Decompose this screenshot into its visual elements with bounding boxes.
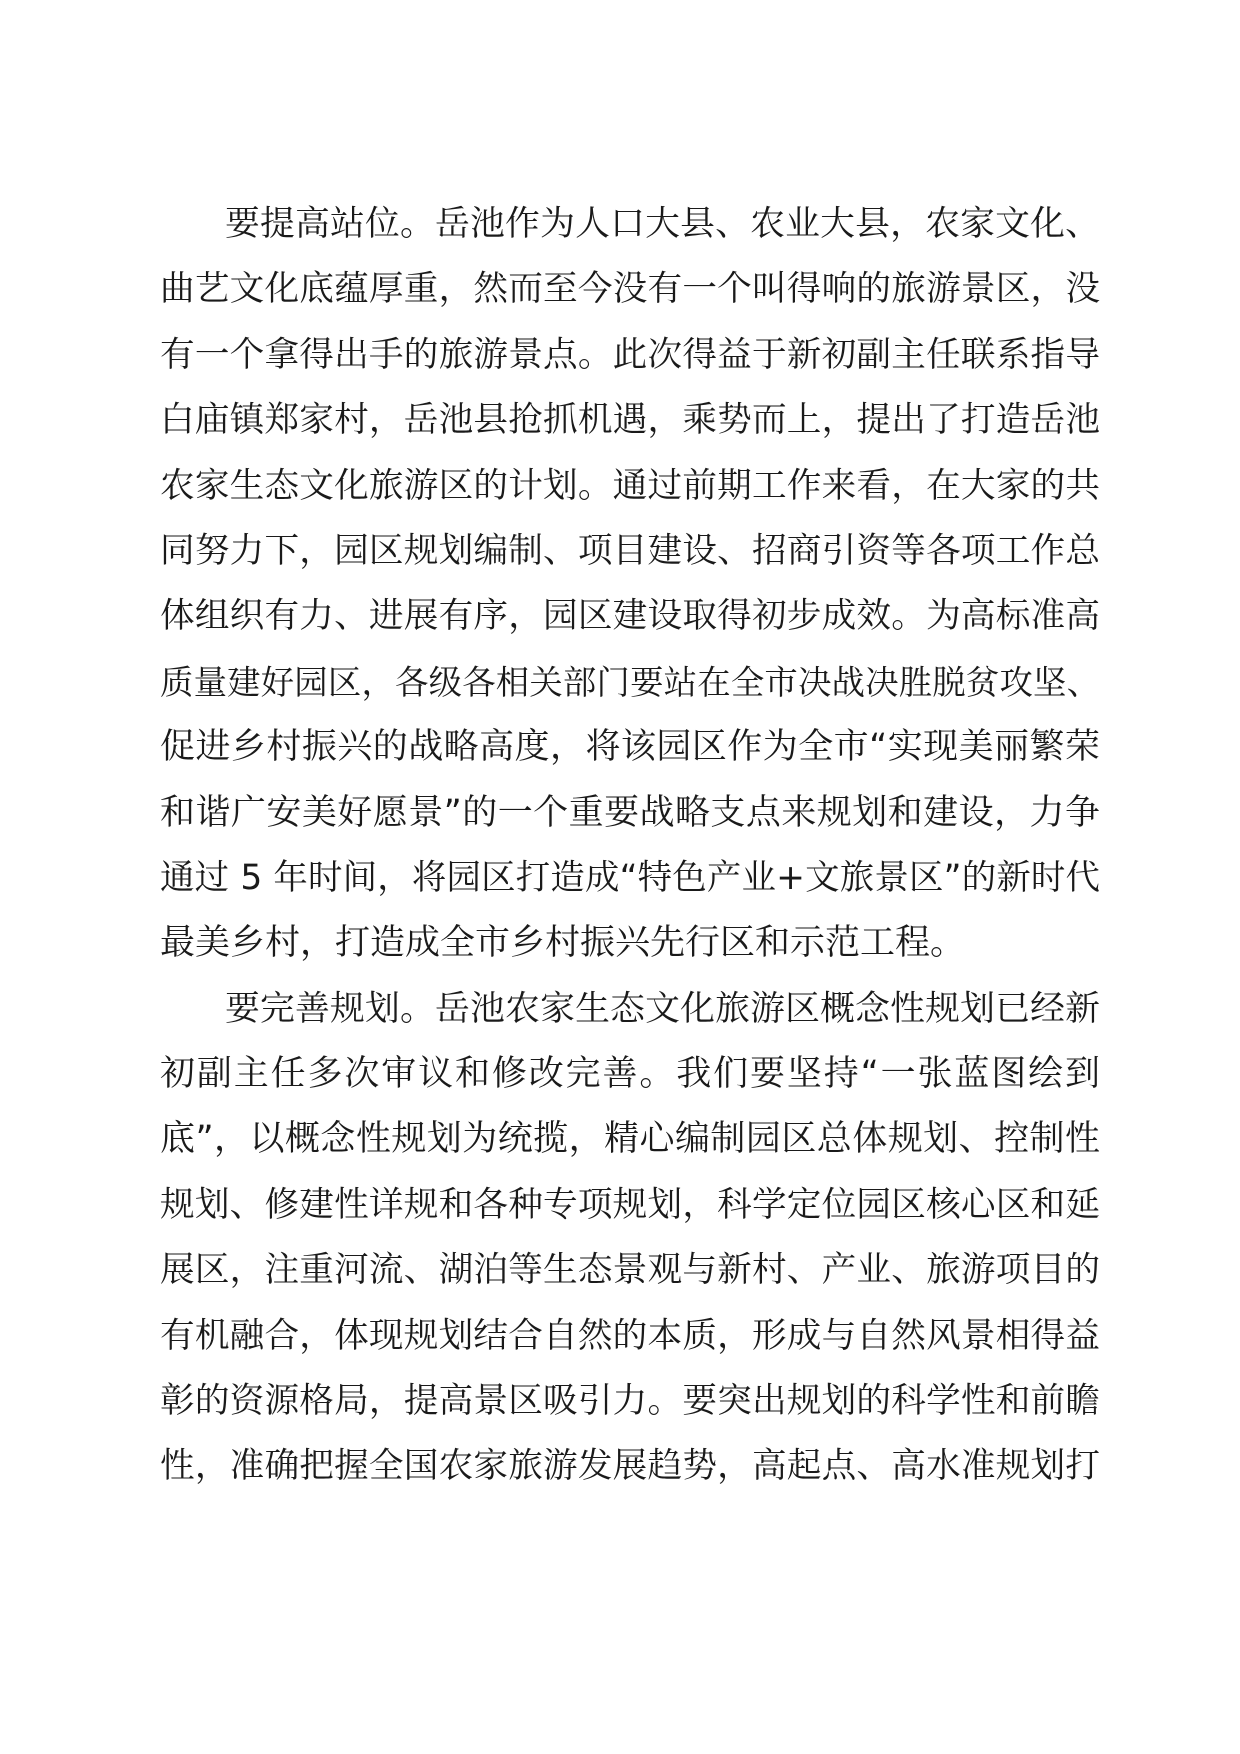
paragraph-1-line-11: 通过 5 年时间，将园区打造成“特色产业+文旅景区”的新时代 — [160, 857, 1100, 898]
paragraph-1-line-8: 质量建好园区，各级各相关部门要站在全市决战决胜脱贫攻坚、 — [160, 662, 1100, 702]
paragraph-2-line-8: 性，准确把握全国农家旅游发展趋势，高起点、高水准规划打 — [160, 1446, 1100, 1487]
paragraph-1-line-12: 最美乡村，打造成全市乡村振兴先行区和示范工程。 — [160, 923, 966, 964]
paragraph-1-line-9: 促进乡村振兴的战略高度，将该园区作为全市“实现美丽繁荣 — [160, 727, 1100, 768]
paragraph-2-line-6: 有机融合，体现规划结合自然的本质，形成与自然风景相得益 — [160, 1315, 1100, 1356]
paragraph-1-line-5: 农家生态文化旅游区的计划。通过前期工作来看，在大家的共 — [160, 465, 1100, 506]
paragraph-1-line-2: 曲艺文化底蕴厚重，然而至今没有一个叫得响的旅游景区，没 — [160, 269, 1100, 310]
paragraph-1-line-10: 和谐广安美好愿景”的一个重要战略支点来规划和建设，力争 — [160, 792, 1100, 833]
paragraph-2-line-3: 底”，以概念性规划为统揽，精心编制园区总体规划、控制性 — [160, 1119, 1100, 1160]
paragraph-1-line-7: 体组织有力、进展有序，园区建设取得初步成效。为高标准高 — [160, 596, 1100, 637]
paragraph-1-line-4: 白庙镇郑家村，岳池县抢抓机遇，乘势而上，提出了打造岳池 — [160, 400, 1100, 441]
paragraph-2-line-7: 彰的资源格局，提高景区吸引力。要突出规划的科学性和前瞻 — [160, 1381, 1100, 1422]
paragraph-2-line-2: 初副主任多次审议和修改完善。我们要坚持“一张蓝图绘到 — [160, 1054, 1100, 1095]
body-text — [160, 192, 1100, 1500]
paragraph-1-line-1: 要提高站位。岳池作为人口大县、农业大县，农家文化、 — [225, 204, 1100, 244]
paragraph-2-line-4: 规划、修建性详规和各种专项规划，科学定位园区核心区和延 — [160, 1184, 1100, 1225]
paragraph-1-line-6: 同努力下，园区规划编制、项目建设、招商引资等各项工作总 — [160, 530, 1100, 571]
paragraph-2-line-1: 要完善规划。岳池农家生态文化旅游区概念性规划已经新 — [225, 988, 1100, 1029]
paragraph-2-line-5: 展区，注重河流、湖泊等生态景观与新村、产业、旅游项目的 — [160, 1250, 1100, 1291]
paragraph-1-line-3: 有一个拿得出手的旅游景点。此次得益于新初副主任联系指导 — [160, 334, 1100, 375]
